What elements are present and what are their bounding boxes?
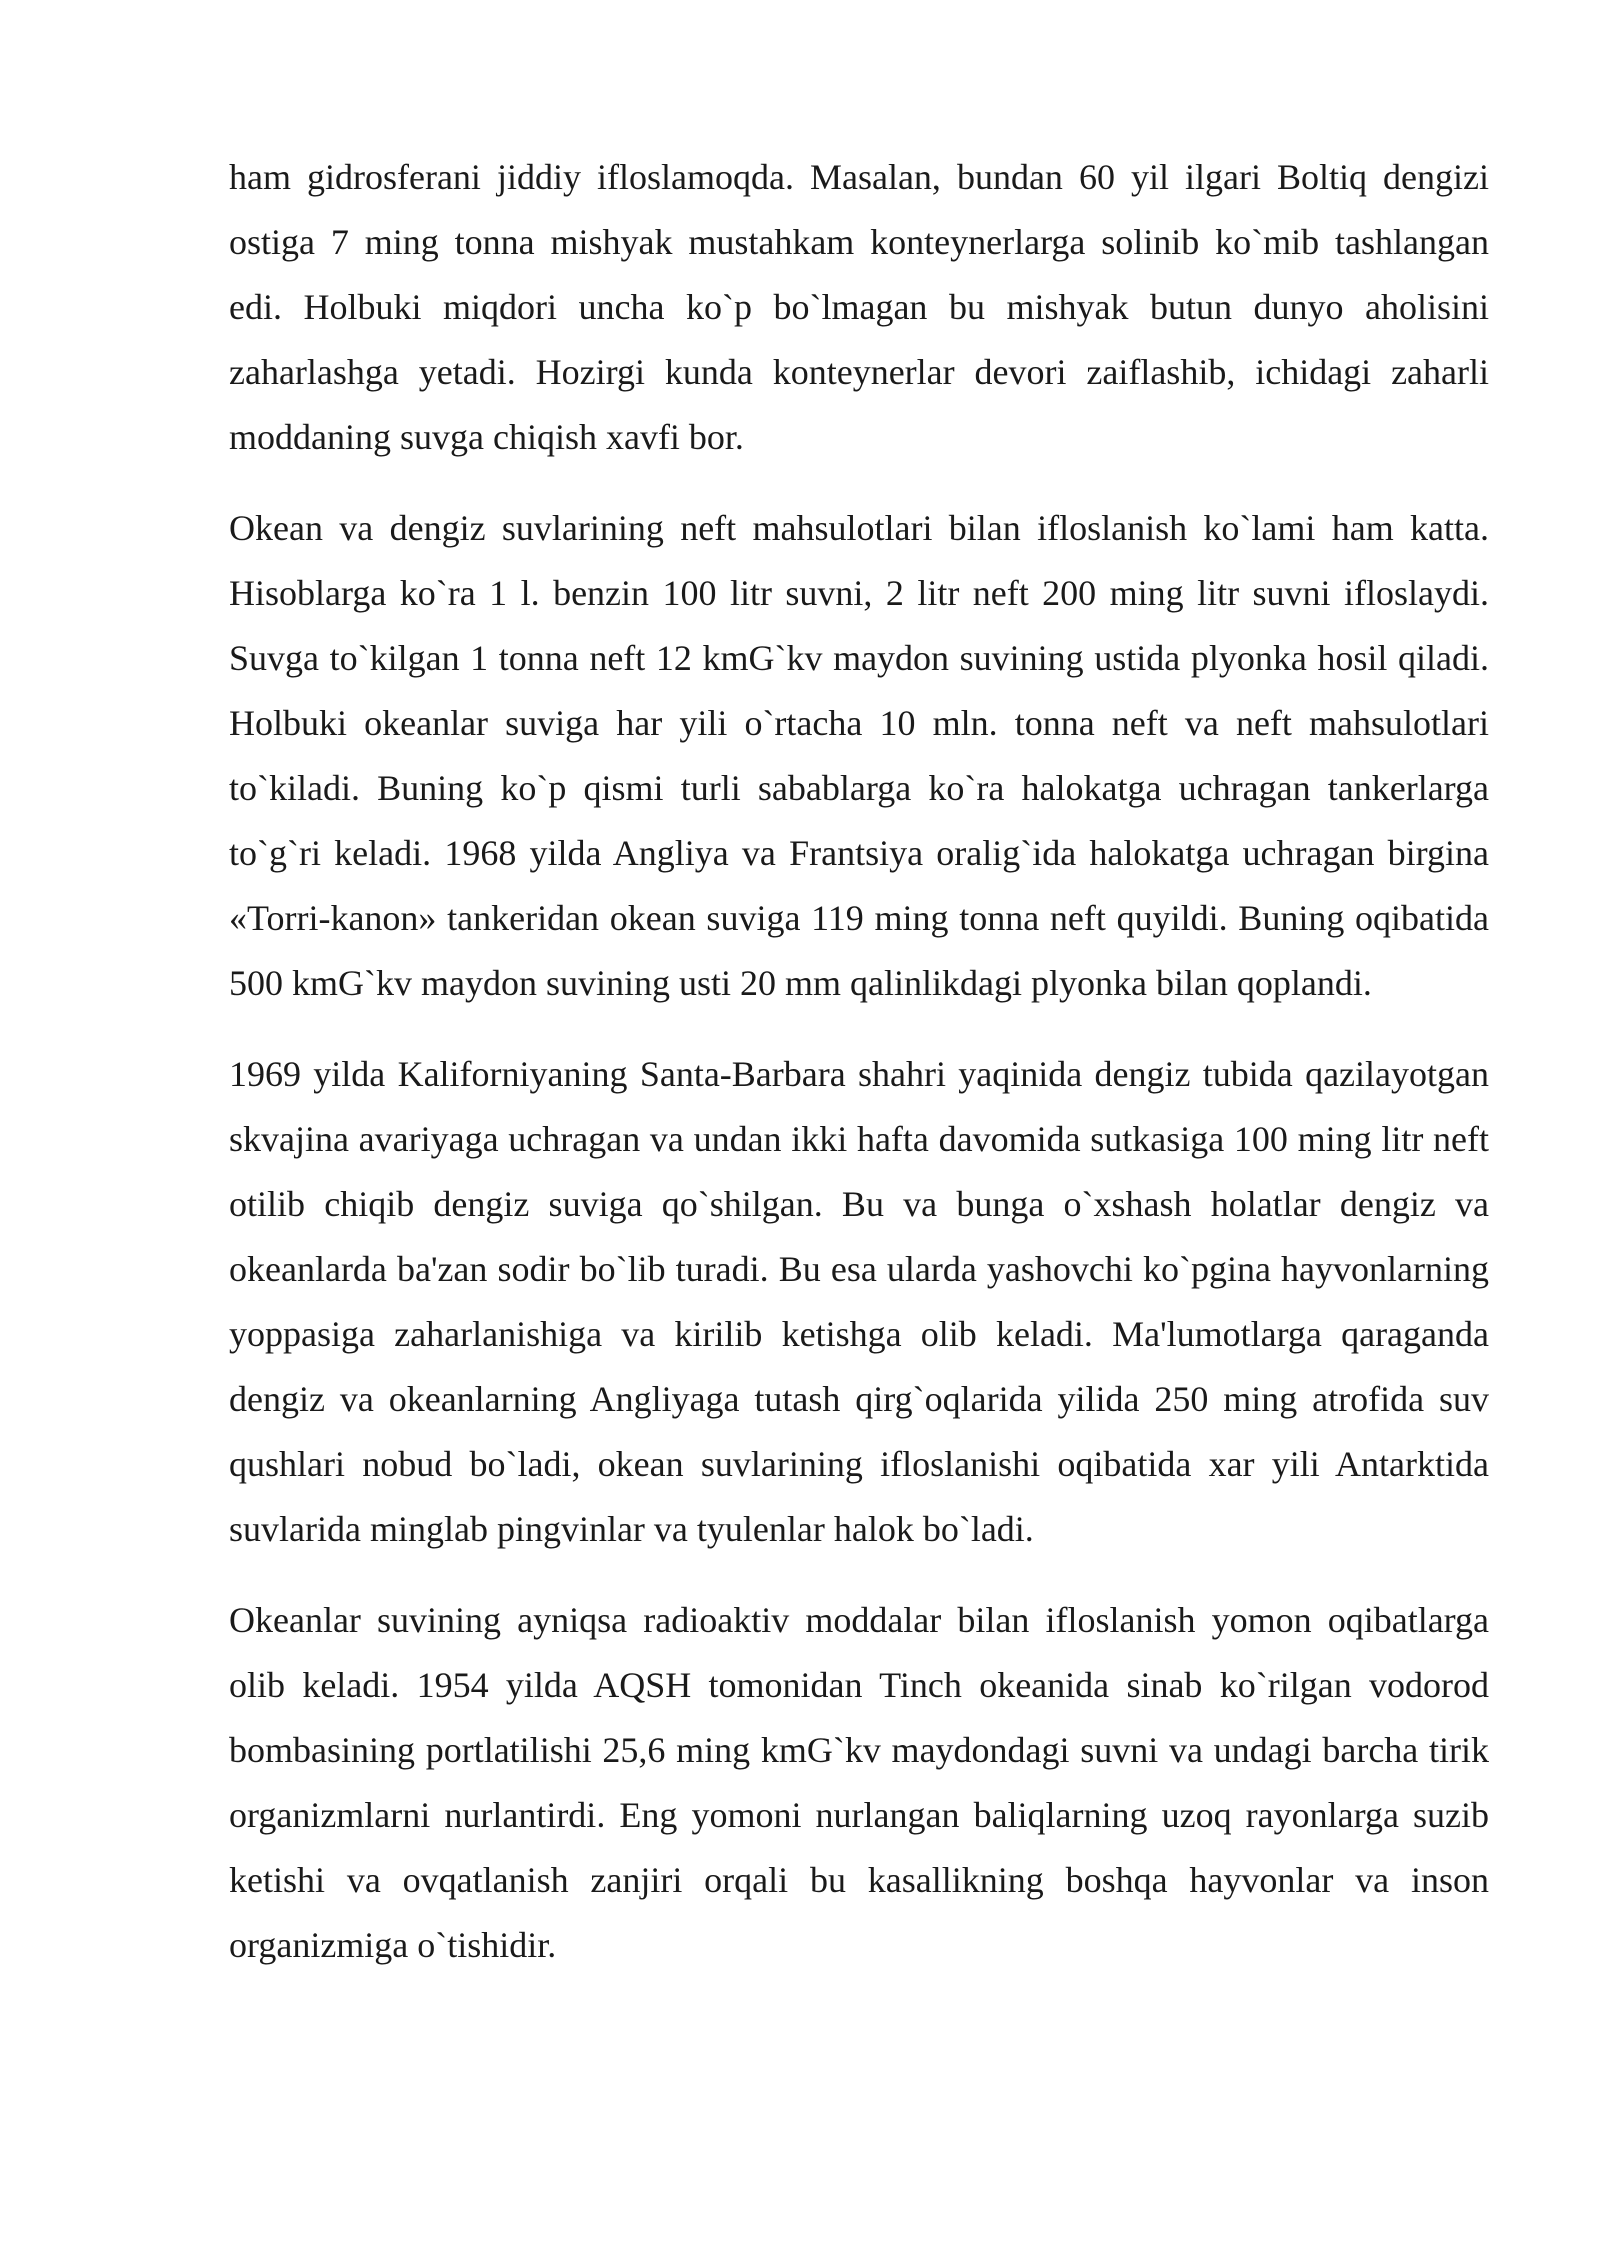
- paragraph-1: ham gidrosferani jiddiy ifloslamoqda. Masalan, bundan 60 yil ilgari Boltiq dengizi ostiga 7 ming tonna mishyak mustahkam konteynerlarga solinib ko`mib tashlangan edi. Holbuki miqdori uncha ko`p bo`lmagan bu mishyak butun dunyo aholisini zaharlashga yetadi. Hozirgi kunda konteynerlar devori zaiflashib, ichidagi zaharli moddaning suvga chiqish xavfi bor.: [229, 157, 1489, 457]
- paragraph-2: Okean va dengiz suvlarining neft mahsulotlari bilan ifloslanish ko`lami ham katta. Hisoblarga ko`ra 1 l. benzin 100 litr suvni, 2 litr neft 200 ming litr suvni ifloslaydi. Suvga to`kilgan 1 tonna neft 12 kmG`kv maydon suvining ustida plyonka hosil qiladi. Holbuki okeanlar suviga har yili o`rtacha 10 mln. tonna neft va neft mahsulotlari to`kiladi. Buning ko`p qismi turli sabablarga ko`ra halokatga uchragan tankerlarga to`g`ri keladi. 1968 yilda Angliya va Frantsiya oralig`ida halokatga uchragan birgina «Torri-kanon» tankeridan okean suviga 119 ming tonna neft quyildi. Buning oqibatida 500 kmG`kv maydon suvining usti 20 mm qalinlikdagi plyonka bilan qoplandi.: [229, 508, 1489, 1003]
- document-body: [229, 145, 1489, 2004]
- paragraph-3: 1969 yilda Kaliforniyaning Santa-Barbara shahri yaqinida dengiz tubida qazilayotgan skvajina avariyaga uchragan va undan ikki hafta davomida sutkasiga 100 ming litr neft otilib chiqib dengiz suviga qo`shilgan. Bu va bunga o`xshash holatlar dengiz va okeanlarda ba'zan sodir bo`lib turadi. Bu esa ularda yashovchi ko`pgina hayvonlarning yoppasiga zaharlanishiga va kirilib ketishga olib keladi. Ma'lumotlarga qaraganda dengiz va okeanlarning Angliyaga tutash qirg`oqlarida yilida 250 ming atrofida suv qushlari nobud bo`ladi, okean suvlarining ifloslanishi oqibatida xar yili Antarktida suvlarida minglab pingvinlar va tyulenlar halok bo`ladi.: [229, 1054, 1489, 1549]
- paragraph-4: Okeanlar suvining ayniqsa radioaktiv moddalar bilan ifloslanish yomon oqibatlarga olib keladi. 1954 yilda AQSH tomonidan Tinch okeanida sinab ko`rilgan vodorod bombasining portlatilishi 25,6 ming kmG`kv maydondagi suvni va undagi barcha tirik organizmlarni nurlantirdi. Eng yomoni nurlangan baliqlarning uzoq rayonlarga suzib ketishi va ovqatlanish zanjiri orqali bu kasallikning boshqa hayvonlar va inson organizmiga o`tishidir.: [229, 1600, 1489, 1965]
